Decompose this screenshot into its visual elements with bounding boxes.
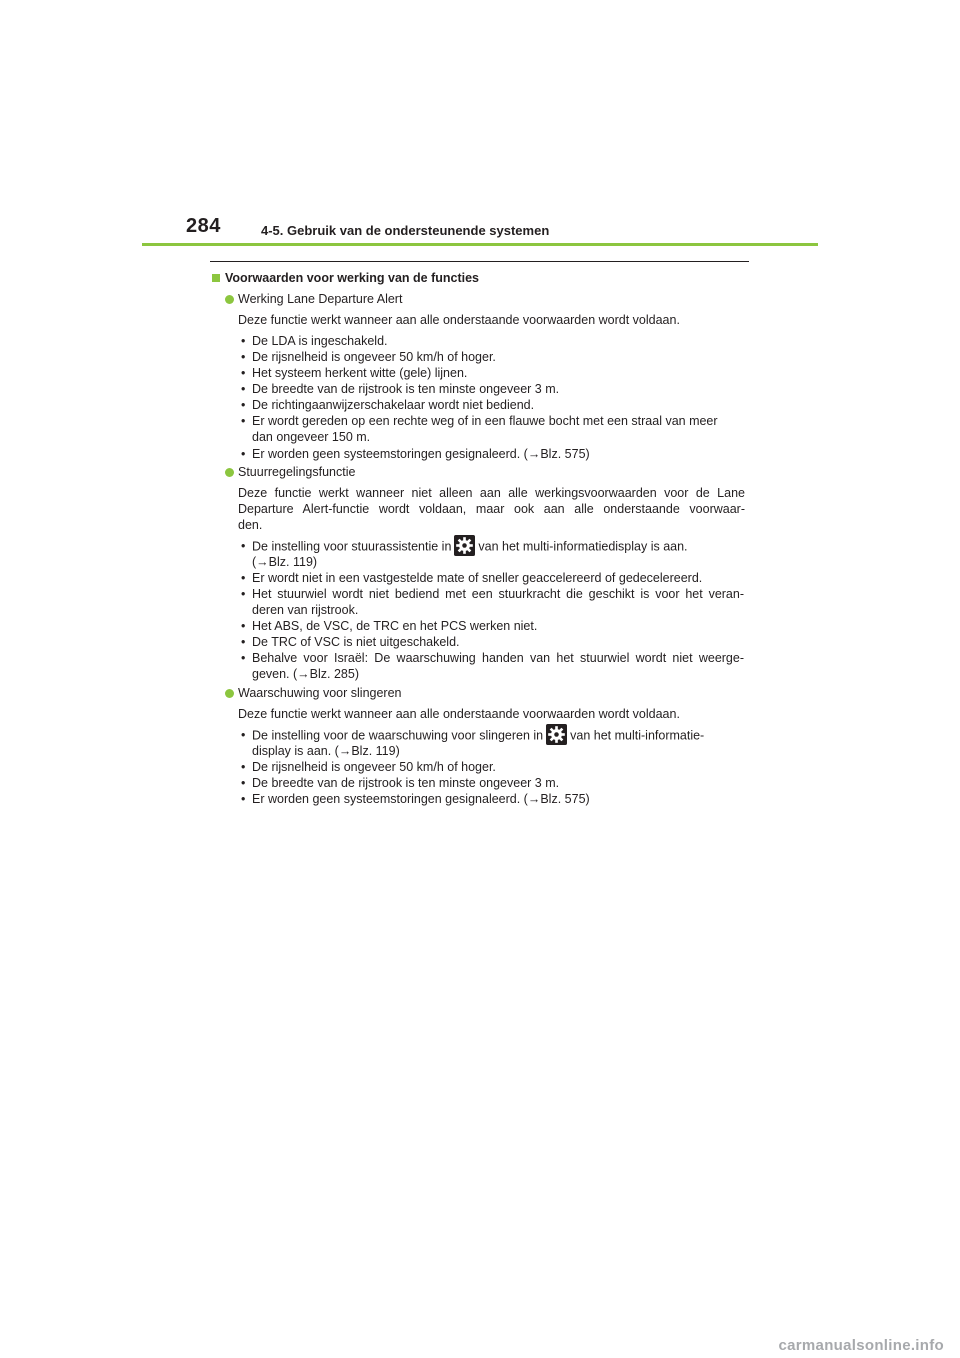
section-heading: Voorwaarden voor werking van de functies	[225, 271, 479, 285]
section-divider	[210, 261, 749, 262]
list-bullet: •	[241, 792, 246, 806]
circle-bullet-icon	[225, 689, 234, 698]
list-item-continuation: (→Blz. 119)	[252, 555, 318, 569]
steering-intro-line: Departure Alert-functie wordt voldaan, maar ook aan alle onderstaande voorwaar-	[238, 502, 745, 516]
list-item-text: De instelling voor stuurassistentie in	[252, 539, 452, 554]
list-bullet: •	[241, 366, 246, 380]
page-number: 284	[186, 215, 221, 237]
list-item-text: De instelling voor de waarschuwing voor slingeren in	[252, 728, 544, 743]
list-item: De rijsnelheid is ongeveer 50 km/h of hoger.	[252, 350, 496, 364]
sway-intro: Deze functie werkt wanneer aan alle onderstaande voorwaarden wordt voldaan.	[238, 707, 680, 721]
list-bullet: •	[241, 619, 246, 633]
list-item: De rijsnelheid is ongeveer 50 km/h of hoger.	[252, 760, 496, 774]
lda-title: Werking Lane Departure Alert	[238, 292, 403, 306]
list-bullet: •	[241, 414, 246, 428]
list-item-text: van het multi-informatie-	[570, 728, 705, 743]
list-item: De breedte van de rijstrook is ten minste ongeveer 3 m.	[252, 776, 560, 790]
gear-icon	[546, 724, 567, 745]
list-item: Er worden geen systeemstoringen gesignaleerd. (→Blz. 575)	[252, 792, 590, 806]
list-bullet: •	[241, 334, 246, 348]
list-item: Er wordt gereden op een rechte weg of in een flauwe bocht met een straal van meer	[252, 414, 718, 428]
list-item: Er wordt niet in een vastgestelde mate of sneller geaccelereerd of gedecelereerd.	[252, 571, 703, 585]
watermark: carmanualsonline.info	[778, 1337, 944, 1354]
list-item-continuation: deren van rijstrook.	[252, 603, 359, 617]
list-item: Er worden geen systeemstoringen gesignaleerd. (→Blz. 575)	[252, 447, 590, 461]
list-bullet: •	[241, 651, 246, 665]
list-item	[252, 538, 688, 556]
square-bullet-icon	[212, 274, 220, 282]
steering-intro-line: Deze functie werkt wanneer niet alleen aan alle werkingsvoorwaarden voor de Lane	[238, 486, 745, 500]
list-item: De breedte van de rijstrook is ten minste ongeveer 3 m.	[252, 382, 560, 396]
list-item: De richtingaanwijzerschakelaar wordt niet bediend.	[252, 398, 535, 412]
list-item-continuation: display is aan. (→Blz. 119)	[252, 744, 400, 758]
list-item: De LDA is ingeschakeld.	[252, 334, 388, 348]
list-bullet: •	[241, 447, 246, 461]
list-item: Het systeem herkent witte (gele) lijnen.	[252, 366, 468, 380]
page-header	[0, 0, 960, 250]
lda-intro: Deze functie werkt wanneer aan alle onderstaande voorwaarden wordt voldaan.	[238, 313, 680, 327]
list-bullet: •	[241, 382, 246, 396]
list-bullet: •	[241, 728, 246, 742]
list-bullet: •	[241, 539, 246, 553]
list-item: Het stuurwiel wordt niet bediend met een stuurkracht die geschikt is voor het veran-	[252, 587, 744, 601]
list-bullet: •	[241, 350, 246, 364]
sway-title: Waarschuwing voor slingeren	[238, 686, 402, 700]
list-item: De TRC of VSC is niet uitgeschakeld.	[252, 635, 460, 649]
list-bullet: •	[241, 398, 246, 412]
list-item-continuation: geven. (→Blz. 285)	[252, 667, 359, 681]
list-bullet: •	[241, 587, 246, 601]
list-bullet: •	[241, 571, 246, 585]
list-item: Behalve voor Israël: De waarschuwing handen van het stuurwiel wordt niet weerge-	[252, 651, 744, 665]
steering-title: Stuurregelingsfunctie	[238, 465, 356, 479]
list-item: Het ABS, de VSC, de TRC en het PCS werken niet.	[252, 619, 538, 633]
list-item-text: van het multi-informatiedisplay is aan.	[478, 539, 688, 554]
header-divider	[142, 243, 818, 246]
list-bullet: •	[241, 635, 246, 649]
list-item-continuation: dan ongeveer 150 m.	[252, 430, 371, 444]
list-bullet: •	[241, 760, 246, 774]
circle-bullet-icon	[225, 295, 234, 304]
chapter-title: 4-5. Gebruik van de ondersteunende systemen	[261, 223, 550, 238]
gear-icon	[454, 535, 475, 556]
circle-bullet-icon	[225, 468, 234, 477]
steering-intro-line: den.	[238, 518, 263, 532]
list-bullet: •	[241, 776, 246, 790]
